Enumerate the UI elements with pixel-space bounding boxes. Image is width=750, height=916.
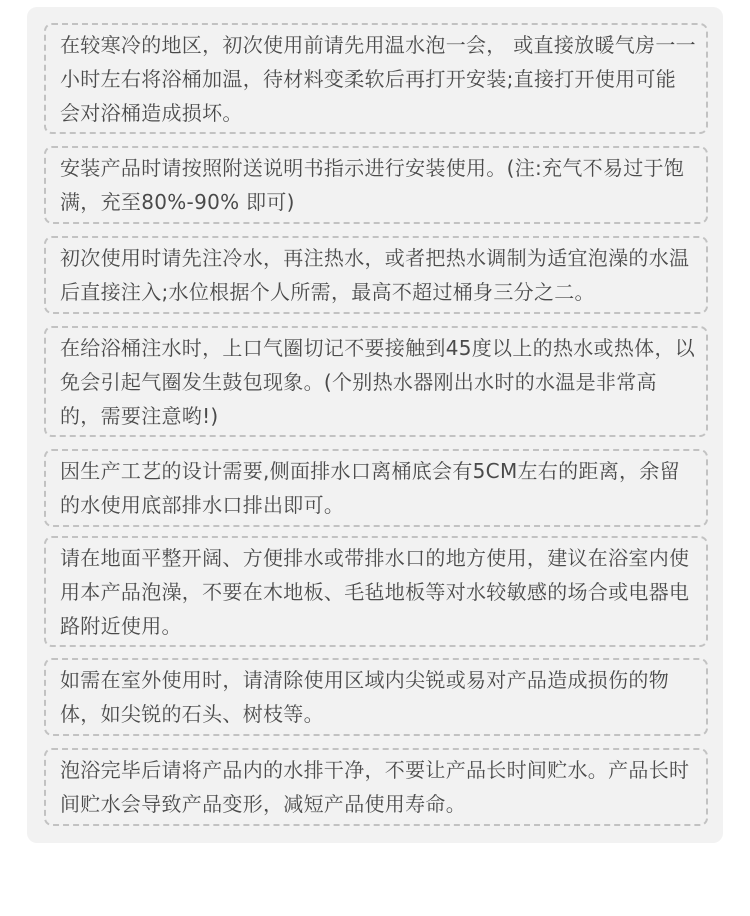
notice-text: 请在地面平整开阔、方便排水或带排水口的地方使用，建议在浴室内使用本产品泡澡，不要在木地板、毛毡地板等对水较敏感的场合或电器电路附近使用。 [60,545,690,638]
notice-installation [44,146,708,224]
notice-text: 安装产品时请按照附送说明书指示进行安装使用。(注:充气不易过于饱满，充至80%-90% 即可) [60,156,685,214]
notice-text: 初次使用时请先注冷水，再注热水，或者把热水调制为适宜泡澡的水温后直接注入;水位根据个人所需，最高不超过桶身三分之二。 [60,246,690,304]
notice-placement [44,536,708,647]
notice-hot-water-warning [44,326,708,437]
notice-text: 泡浴完毕后请将产品内的水排干净，不要让产品长时间贮水。产品长时间贮水会导致产品变形，减短产品使用寿命。 [60,758,690,816]
notice-drain-outlet [44,449,708,527]
notice-text: 因生产工艺的设计需要,侧面排水口离桶底会有5CM左右的距离，余留的水使用底部排水口排出即可。 [60,459,680,517]
notice-cold-region [44,23,708,134]
notice-text: 在较寒冷的地区，初次使用前请先用温水泡一会， 或直接放暖气房一一小时左右将浴桶加温，待材料变柔软后再打开安装;直接打开使用可能会对浴桶造成损坏。 [60,32,696,125]
notice-outdoor-use [44,658,708,736]
notice-text: 在给浴桶注水时，上口气圈切记不要接触到45度以上的热水或热体，以免会引起气圈发生鼓包现象。(个别热水器刚出水时的水温是非常高的，需要注意哟!) [60,335,696,428]
notice-after-bath [44,748,708,826]
notice-text: 如需在室外使用时，请清除使用区域内尖锐或易对产品造成损伤的物体，如尖锐的石头、树枝等。 [60,668,669,726]
notice-first-use-water [44,236,708,314]
